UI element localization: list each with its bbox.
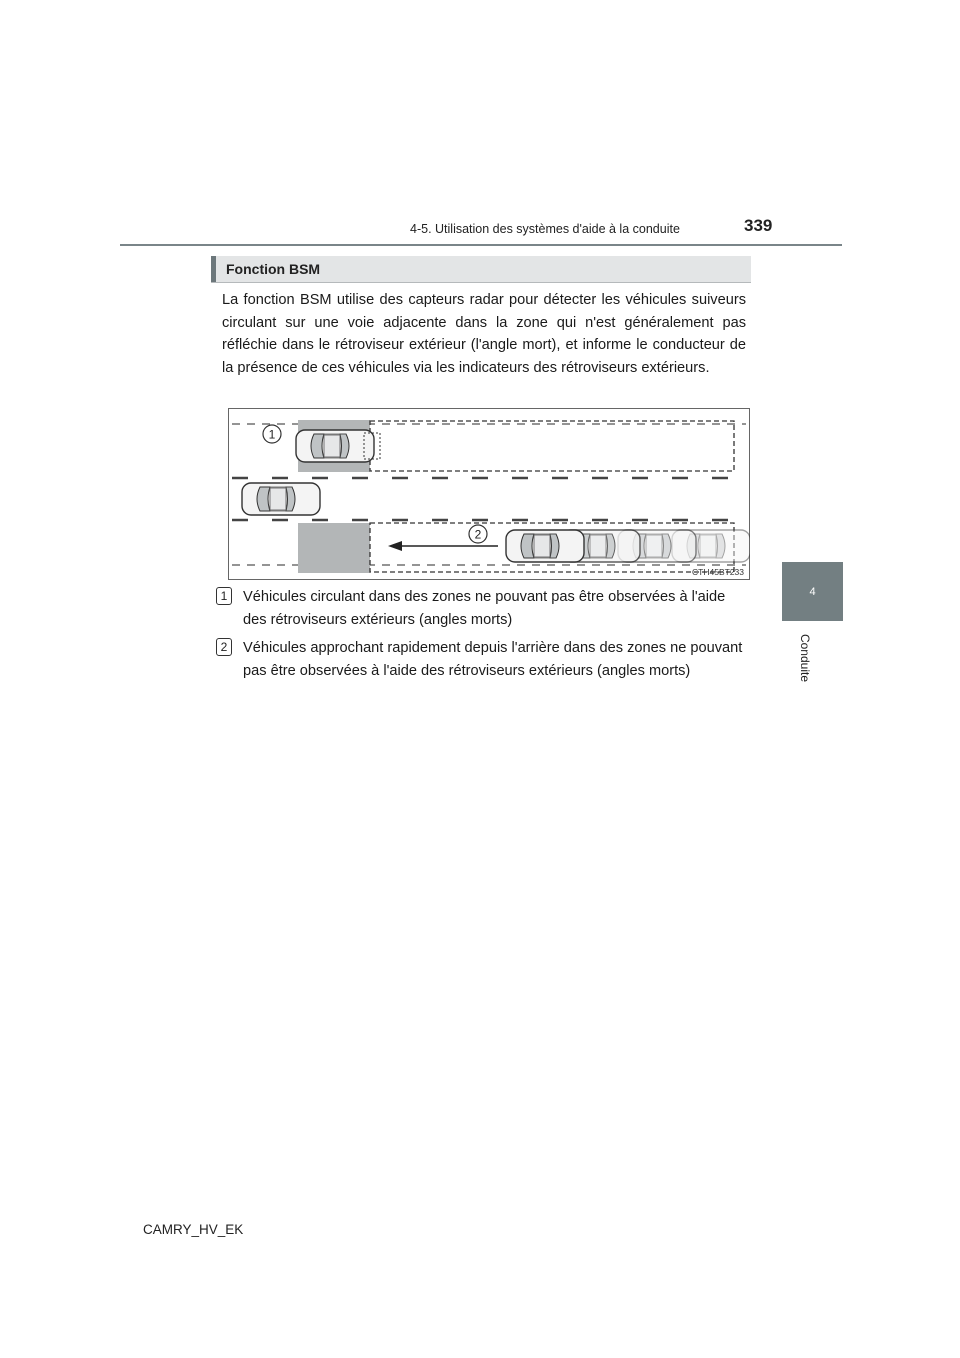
section-heading-bar [211,256,751,283]
callout-1: 1 [268,427,276,442]
running-header: 4-5. Utilisation des systèmes d'aide à la conduite [410,222,680,236]
car-approaching-1 [506,530,584,562]
page-number: 339 [744,216,773,235]
legend-number-2: 2 [216,638,232,656]
manual-code: CAMRY_HV_EK [143,1222,244,1237]
car-ego [242,483,320,515]
chapter-label: Conduite [798,633,812,683]
legend-text-1: Véhicules circulant dans des zones ne pouvant pas être observées à l'aide des rétroviseurs extérieurs (angles morts) [243,589,726,628]
car-blind-spot [296,430,374,462]
legend-number-1: 1 [216,587,232,605]
figure-code: CTH45BT233 [692,567,744,577]
bsm-diagram [228,408,750,580]
blind-spot-zone-lower [298,523,370,573]
callout-2: 2 [474,527,482,542]
header-rule [120,244,842,246]
chapter-tab [782,562,843,621]
section-title: Fonction BSM [226,261,321,277]
legend-text-2: Véhicules approchant rapidement depuis l'arrière dans des zones ne pouvant pas être observées à l'aide des rétroviseurs extérieurs (angles morts) [243,640,743,679]
intro-paragraph: La fonction BSM utilise des capteurs radar pour détecter les véhicules suiveurs circulant sur une voie adjacente dans la zone qui n'est généralement pas réfléchie dans le rétroviseur extérieur (l'angle mort), et informe le conducteur de la présence de ces véhicules via les indicateurs des rétroviseurs extérieurs. [222,292,746,376]
chapter-number: 4 [809,585,816,598]
